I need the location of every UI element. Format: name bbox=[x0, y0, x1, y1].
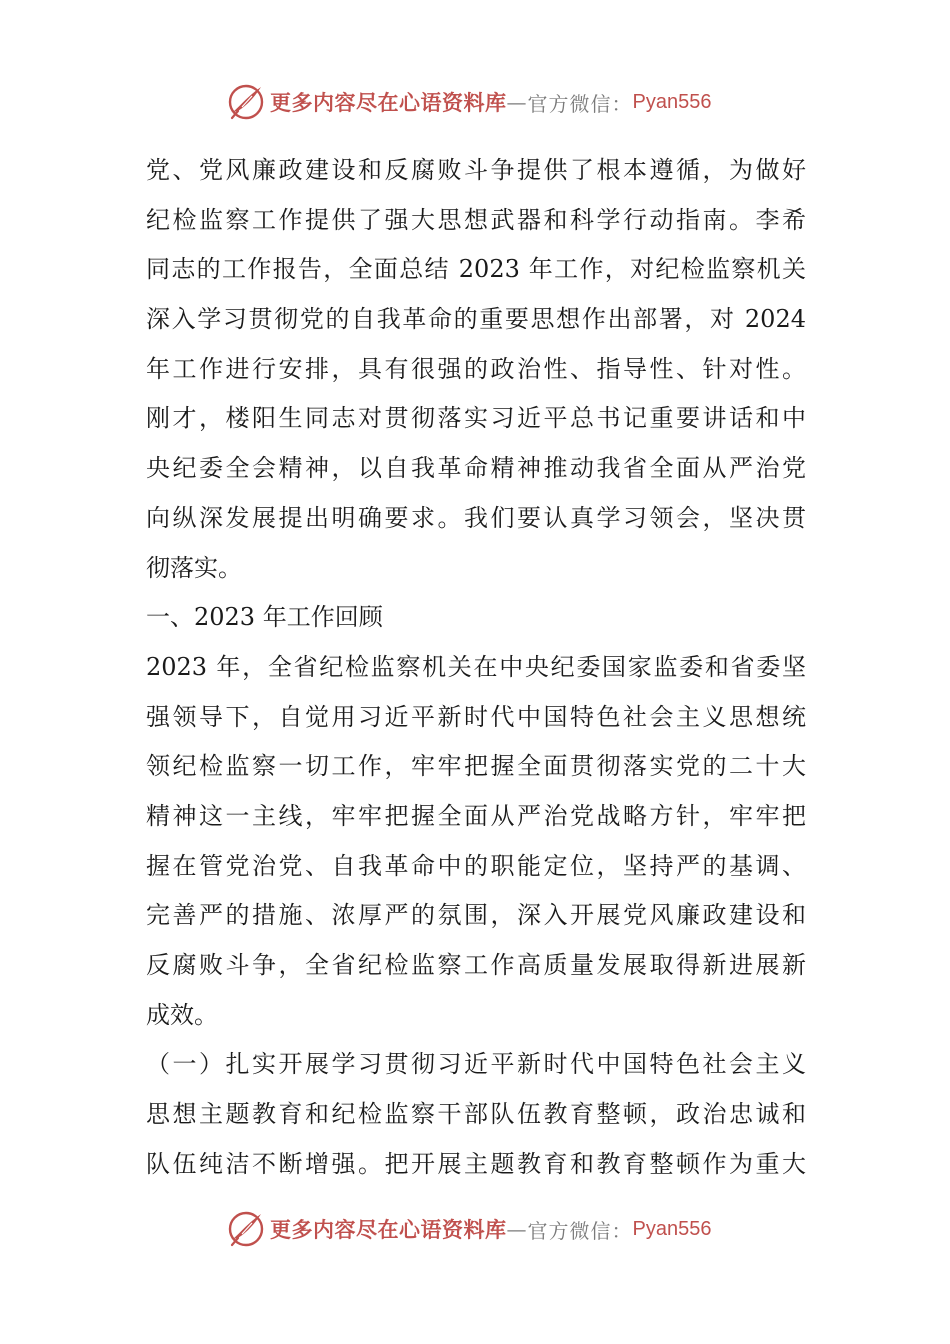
body-line: 同志的工作报告，全面总结 2023 年工作，对纪检监察机关 bbox=[146, 255, 806, 284]
watermark-title: 更多内容尽在心语资料库 bbox=[270, 1217, 507, 1242]
body-line: 精神这一主线，牢牢把握全面从严治党战略方针，牢牢把 bbox=[146, 801, 806, 830]
watermark-account: Pyan556 bbox=[632, 1217, 712, 1240]
subsection-heading: （一）扎实开展学习贯彻习近平新时代中国特色社会主义 bbox=[146, 1050, 806, 1079]
quill-pen-logo-icon bbox=[226, 1209, 266, 1249]
body-line: 强领导下，自觉用习近平新时代中国特色社会主义思想统 bbox=[146, 702, 806, 731]
watermark-dash: — bbox=[506, 90, 528, 114]
body-line: 领纪检监察一切工作，牢牢把握全面贯彻落实党的二十大 bbox=[146, 752, 806, 781]
body-line: 反腐败斗争，全省纪检监察工作高质量发展取得新进展新 bbox=[146, 951, 806, 979]
section-heading: 一、2023 年工作回顾 bbox=[146, 603, 383, 632]
watermark-dash: — bbox=[506, 1217, 528, 1241]
body-line: 2023 年，全省纪检监察机关在中央纪委国家监委和省委坚 bbox=[146, 652, 806, 681]
body-line: 思想主题教育和纪检监察干部队伍教育整顿，政治忠诚和 bbox=[146, 1100, 806, 1129]
body-line: 年工作进行安排，具有很强的政治性、指导性、针对性。 bbox=[146, 354, 806, 383]
body-line: 队伍纯洁不断增强。把开展主题教育和教育整顿作为重大 bbox=[146, 1149, 806, 1178]
body-line: 彻落实。 bbox=[146, 553, 242, 582]
body-line: 向纵深发展提出明确要求。我们要认真学习领会，坚决贯 bbox=[146, 503, 806, 532]
watermark-account: Pyan556 bbox=[632, 90, 712, 113]
body-line: 握在管党治党、自我革命中的职能定位，坚持严的基调、 bbox=[146, 851, 806, 880]
watermark-subtitle: 官方微信： bbox=[527, 91, 633, 116]
body-line: 央纪委全会精神，以自我革命精神推动我省全面从严治党 bbox=[146, 454, 806, 483]
body-line: 成效。 bbox=[146, 1000, 218, 1029]
watermark-subtitle: 官方微信： bbox=[527, 1218, 633, 1243]
body-line: 完善严的措施、浓厚严的氛围，深入开展党风廉政建设和 bbox=[146, 901, 806, 930]
quill-pen-logo-icon bbox=[226, 82, 266, 122]
body-line: 刚才，楼阳生同志对贯彻落实习近平总书记重要讲话和中 bbox=[146, 404, 806, 433]
document-body bbox=[146, 146, 806, 1189]
body-line: 纪检监察工作提供了强大思想武器和科学行动指南。李希 bbox=[146, 205, 806, 234]
body-line: 深入学习贯彻党的自我革命的重要思想作出部署，对 2024 bbox=[146, 305, 806, 334]
header-watermark bbox=[226, 80, 711, 124]
watermark-title: 更多内容尽在心语资料库 bbox=[270, 90, 507, 115]
body-line: 党、党风廉政建设和反腐败斗争提供了根本遵循，为做好 bbox=[146, 156, 806, 184]
footer-watermark bbox=[226, 1207, 711, 1251]
